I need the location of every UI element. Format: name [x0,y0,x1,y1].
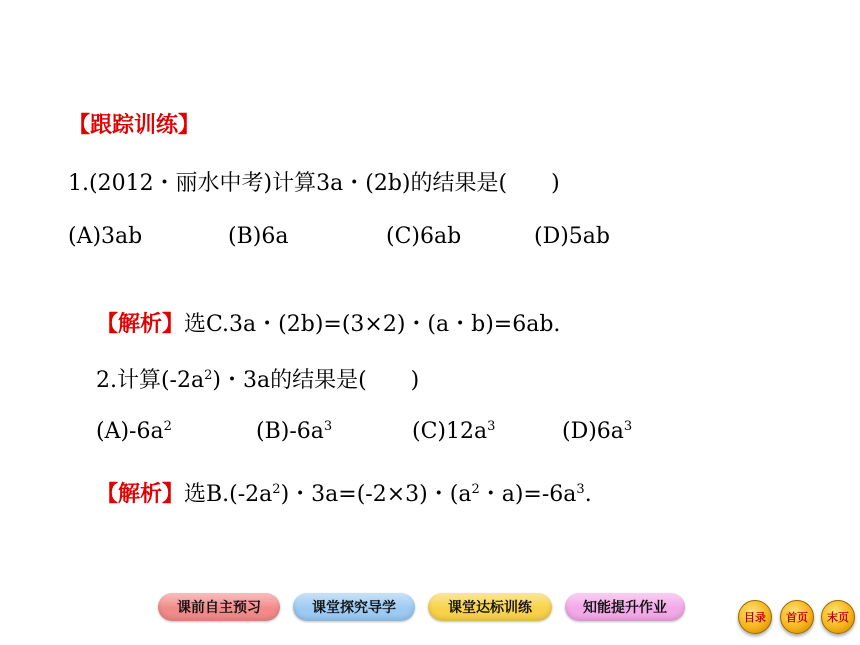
q1-option-a: (A)3ab [68,224,143,249]
q2-option-a-text: (A)-6a [95,419,164,444]
question-1-stem: 1.(2012・丽水中考)计算3a・(2b)的结果是( ) [68,171,560,196]
q2-option-c-exponent: 3 [487,419,496,434]
first-page-button[interactable] [780,600,814,634]
q2-analysis-part: ・a)=-6a [479,482,577,507]
q2-analysis-part: 选B.(-2a [184,482,273,507]
q1-analysis-label: 【解析】 [95,311,184,337]
last-page-button[interactable] [821,600,855,634]
q1-option-c: (C)6ab [386,224,462,249]
q2-option-c-text: (C)12a [411,419,488,444]
nav-homework-label: 知能提升作业 [583,600,667,616]
q2-analysis-part: . [584,482,592,507]
q2-option-a-exponent: 2 [163,419,172,434]
q2-analysis-label: 【解析】 [95,481,184,507]
q2-option-b-exponent: 3 [323,419,333,434]
nav-preview-button[interactable] [158,593,280,621]
nav-explore-label: 课堂探究导学 [312,600,396,616]
q2-stem-part: 2.计算(-2a [95,368,205,393]
q2-option-d-text: (D)6a [561,419,624,444]
q2-option-d-exponent: 3 [623,419,633,434]
toc-label: 目录 [744,611,766,624]
nav-preview-label: 课前自主预习 [177,600,261,616]
q2-analysis-exponent: 3 [576,482,585,497]
q1-analysis-text: 选C.3a・(2b)=(3×2)・(a・b)=6ab. [184,312,561,337]
q1-option-b: (B)6a [228,224,289,249]
q2-option-b-text: (B)-6a [255,419,324,444]
section-title: 【跟踪训练】 [68,112,201,138]
q2-stem-part: )・3a的结果是( ) [212,368,420,393]
q2-analysis-part: )・3a=(-2×3)・(a [280,482,472,507]
nav-homework-button[interactable] [565,593,685,621]
q1-option-d: (D)5ab [534,224,611,249]
first-page-label: 首页 [786,611,808,624]
nav-explore-button[interactable] [293,593,415,621]
last-page-label: 末页 [827,611,849,624]
nav-practice-label: 课堂达标训练 [448,600,532,616]
q2-analysis-exponent: 2 [471,482,480,497]
q2-stem-exponent: 2 [204,368,213,383]
toc-button[interactable] [738,600,772,634]
q2-analysis [68,452,592,533]
q2-analysis-exponent: 2 [272,482,281,497]
nav-practice-button[interactable] [428,593,552,621]
